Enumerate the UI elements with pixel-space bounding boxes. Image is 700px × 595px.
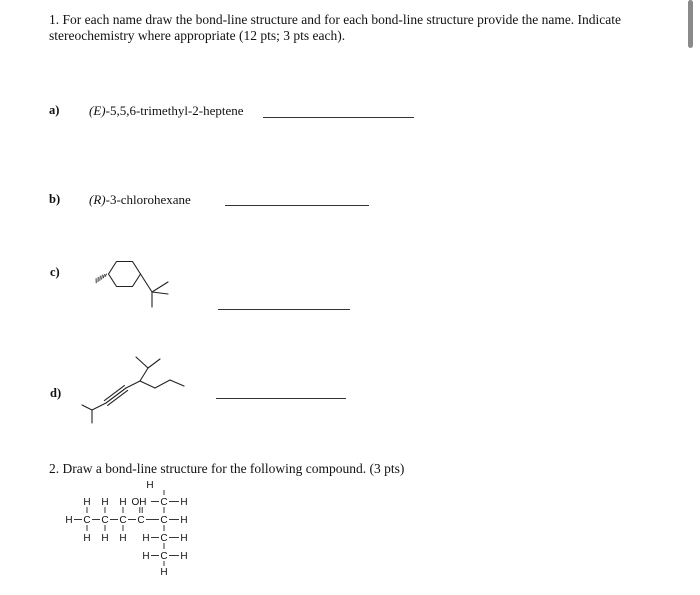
atom-c: C <box>137 515 145 526</box>
atom-h: H <box>101 533 109 544</box>
scrollbar-thumb[interactable] <box>688 0 693 48</box>
atom-h: H <box>83 533 91 544</box>
atom-c: C <box>160 497 168 508</box>
question-1-line-2: stereochemistry where appropriate (12 pts; 3 pts each). <box>49 28 346 43</box>
atom-h: H <box>142 533 150 544</box>
item-c-answer-line[interactable] <box>218 309 350 310</box>
item-d-structure <box>76 355 196 430</box>
atom-h: H <box>65 515 73 526</box>
cyclohexane-ring <box>109 262 141 287</box>
atom-c: C <box>119 515 127 526</box>
atom-h: H <box>180 551 188 562</box>
atom-h: H <box>101 497 109 508</box>
atom-hydroxyl: OH <box>131 497 147 508</box>
atom-h: H <box>119 497 127 508</box>
chain-bond <box>140 381 155 388</box>
methyl-bond <box>152 282 168 292</box>
hashed-wedge-bond <box>96 274 106 283</box>
methyl-bond <box>148 359 160 368</box>
atom-h: H <box>83 497 91 508</box>
chain-bond <box>170 380 184 386</box>
alkyne-bond-outer <box>106 388 126 403</box>
atom-c: C <box>160 551 168 562</box>
atom-c: C <box>160 533 168 544</box>
question-2-text: 2. Draw a bond-line structure for the following compound. (3 pts) <box>49 461 405 476</box>
item-b-name-rest: -3-chlorohexane <box>105 192 191 207</box>
chain-bond <box>155 380 170 388</box>
item-a-stereo: (E) <box>89 103 106 118</box>
item-c-structure <box>80 250 190 310</box>
atom-h: H <box>160 567 168 578</box>
atom-c: C <box>101 515 109 526</box>
atom-h: H <box>180 497 188 508</box>
atom-h: H <box>180 533 188 544</box>
alkyne-bond-inner <box>104 386 124 401</box>
item-d-answer-line[interactable] <box>216 398 346 399</box>
atom-c: C <box>83 515 91 526</box>
item-a-name-rest: -5,5,6-trimethyl-2-heptene <box>105 103 244 118</box>
atom-h: H <box>119 533 127 544</box>
condensed-structural-formula <box>60 478 210 578</box>
chain-bond <box>92 403 106 410</box>
item-a-label: a) <box>49 103 60 117</box>
item-b-answer-line[interactable] <box>225 205 369 206</box>
chain-bond <box>126 381 140 388</box>
methyl-bond <box>82 405 92 410</box>
methyl-bond <box>152 292 168 294</box>
atom-h: H <box>146 480 154 491</box>
question-1-line-1: 1. For each name draw the bond-line structure and for each bond-line structure provide the name. Indicate <box>49 12 622 27</box>
item-d-label: d) <box>50 386 62 400</box>
atom-c: C <box>160 515 168 526</box>
item-a-name <box>89 103 244 119</box>
item-a-answer-line[interactable] <box>263 117 414 118</box>
item-b-name <box>89 192 191 208</box>
item-c-label: c) <box>50 265 60 279</box>
methyl-bond <box>136 357 148 368</box>
atom-h: H <box>180 515 188 526</box>
atom-h: H <box>142 551 150 562</box>
tert-butyl-bond <box>141 274 153 292</box>
alkyne-bond-center <box>108 390 128 405</box>
item-b-label: b) <box>49 192 61 206</box>
item-b-stereo: (R) <box>89 192 106 207</box>
chain-bond <box>140 368 148 381</box>
